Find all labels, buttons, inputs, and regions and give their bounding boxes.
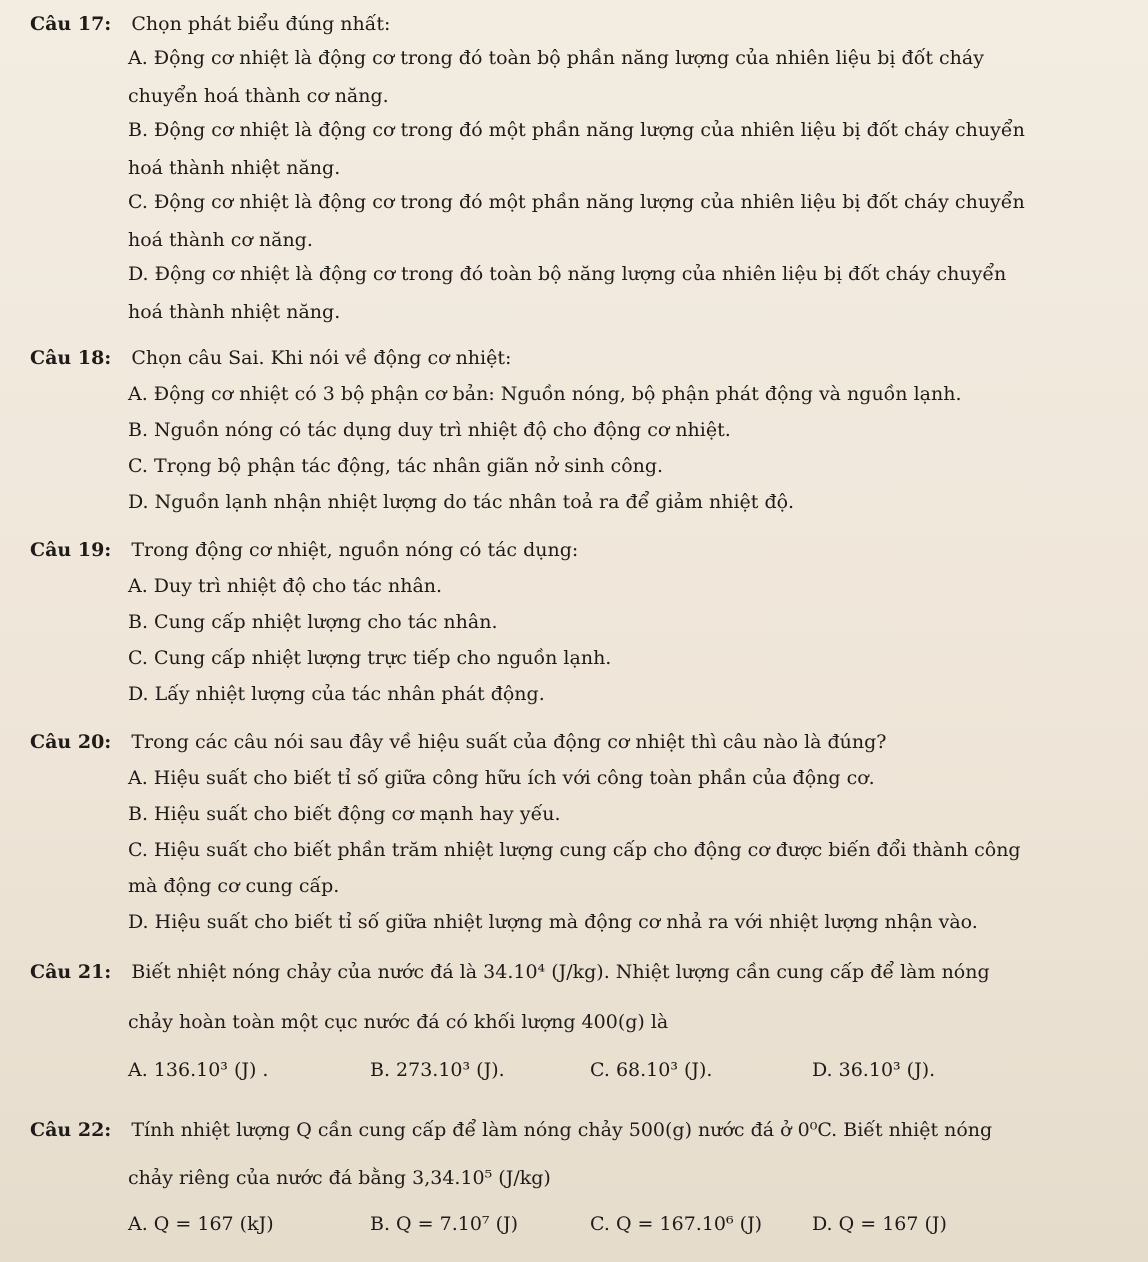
- question-stem: Tính nhiệt lượng Q cần cung cấp để làm nóng chảy 500(g) nước đá ở 0⁰C. Biết nhiệt nóng: [131, 1119, 993, 1141]
- question-stem: Biết nhiệt nóng chảy của nước đá là 34.10⁴ (J/kg). Nhiệt lượng cần cung cấp để làm nóng: [131, 961, 990, 983]
- question-18-header: [30, 346, 511, 370]
- option-line: hoá thành nhiệt năng.: [128, 301, 341, 323]
- question-stem: Chọn phát biểu đúng nhất:: [131, 13, 391, 35]
- option-line: hoá thành cơ năng.: [128, 229, 313, 251]
- option-line: C. Hiệu suất cho biết phần trăm nhiệt lượng cung cấp cho động cơ được biến đổi thành công: [128, 839, 1021, 861]
- question-20-header: [30, 730, 887, 754]
- question-number: Câu 17:: [30, 13, 112, 35]
- choice-d: D. 36.10³ (J).: [812, 1059, 936, 1081]
- option-line: B. Nguồn nóng có tác dụng duy trì nhiệt độ cho động cơ nhiệt.: [128, 419, 731, 441]
- choice-c: C. Q = 167.10⁶ (J): [590, 1213, 763, 1235]
- option-line: mà động cơ cung cấp.: [128, 875, 340, 897]
- choice-c: C. 68.10³ (J).: [590, 1059, 713, 1081]
- option-line: D. Lấy nhiệt lượng của tác nhân phát động.: [128, 683, 545, 705]
- question-19-header: [30, 538, 578, 562]
- choice-a: A. Q = 167 (kJ): [128, 1213, 274, 1235]
- choice-b: B. Q = 7.10⁷ (J): [370, 1213, 519, 1235]
- option-line: A. Động cơ nhiệt là động cơ trong đó toàn bộ phần năng lượng của nhiên liệu bị đốt cháy: [128, 47, 984, 69]
- option-line: A. Duy trì nhiệt độ cho tác nhân.: [128, 575, 443, 597]
- choice-b: B. 273.10³ (J).: [370, 1059, 505, 1081]
- option-line: D. Hiệu suất cho biết tỉ số giữa nhiệt lượng mà động cơ nhả ra với nhiệt lượng nhận vào.: [128, 911, 978, 933]
- question-stem: Trong động cơ nhiệt, nguồn nóng có tác dụng:: [131, 539, 579, 561]
- option-line: hoá thành nhiệt năng.: [128, 157, 341, 179]
- option-line: C. Cung cấp nhiệt lượng trực tiếp cho nguồn lạnh.: [128, 647, 612, 669]
- option-line: chuyển hoá thành cơ năng.: [128, 85, 389, 107]
- choice-d: D. Q = 167 (J): [812, 1213, 947, 1235]
- option-line: C. Động cơ nhiệt là động cơ trong đó một phần năng lượng của nhiên liệu bị đốt cháy chuyển: [128, 191, 1025, 213]
- question-number: Câu 19:: [30, 539, 112, 561]
- option-line: C. Trọng bộ phận tác động, tác nhân giãn nở sinh công.: [128, 455, 664, 477]
- option-line: B. Cung cấp nhiệt lượng cho tác nhân.: [128, 611, 498, 633]
- question-stem-continued: chảy riêng của nước đá bằng 3,34.10⁵ (J/kg): [128, 1167, 551, 1189]
- question-stem-continued: chảy hoàn toàn một cục nước đá có khối lượng 400(g) là: [128, 1011, 669, 1033]
- question-number: Câu 18:: [30, 347, 112, 369]
- option-line: D. Nguồn lạnh nhận nhiệt lượng do tác nhân toả ra để giảm nhiệt độ.: [128, 491, 795, 513]
- choice-a: A. 136.10³ (J) .: [128, 1059, 269, 1081]
- question-number: Câu 21:: [30, 961, 112, 983]
- option-line: D. Động cơ nhiệt là động cơ trong đó toàn bộ năng lượng của nhiên liệu bị đốt cháy chuyển: [128, 263, 1007, 285]
- question-stem: Chọn câu Sai. Khi nói về động cơ nhiệt:: [131, 347, 512, 369]
- question-17-header: [30, 12, 390, 36]
- question-number: Câu 20:: [30, 731, 112, 753]
- question-number: Câu 22:: [30, 1119, 112, 1141]
- option-line: B. Động cơ nhiệt là động cơ trong đó một phần năng lượng của nhiên liệu bị đốt cháy chuyển: [128, 119, 1025, 141]
- option-line: B. Hiệu suất cho biết động cơ mạnh hay yếu.: [128, 803, 561, 825]
- option-line: A. Hiệu suất cho biết tỉ số giữa công hữu ích với công toàn phần của động cơ.: [128, 767, 875, 789]
- option-line: A. Động cơ nhiệt có 3 bộ phận cơ bản: Nguồn nóng, bộ phận phát động và nguồn lạnh.: [128, 383, 962, 405]
- question-stem: Trong các câu nói sau đây về hiệu suất của động cơ nhiệt thì câu nào là đúng?: [131, 731, 887, 753]
- question-22-header: [30, 1118, 992, 1142]
- question-21-header: [30, 960, 990, 984]
